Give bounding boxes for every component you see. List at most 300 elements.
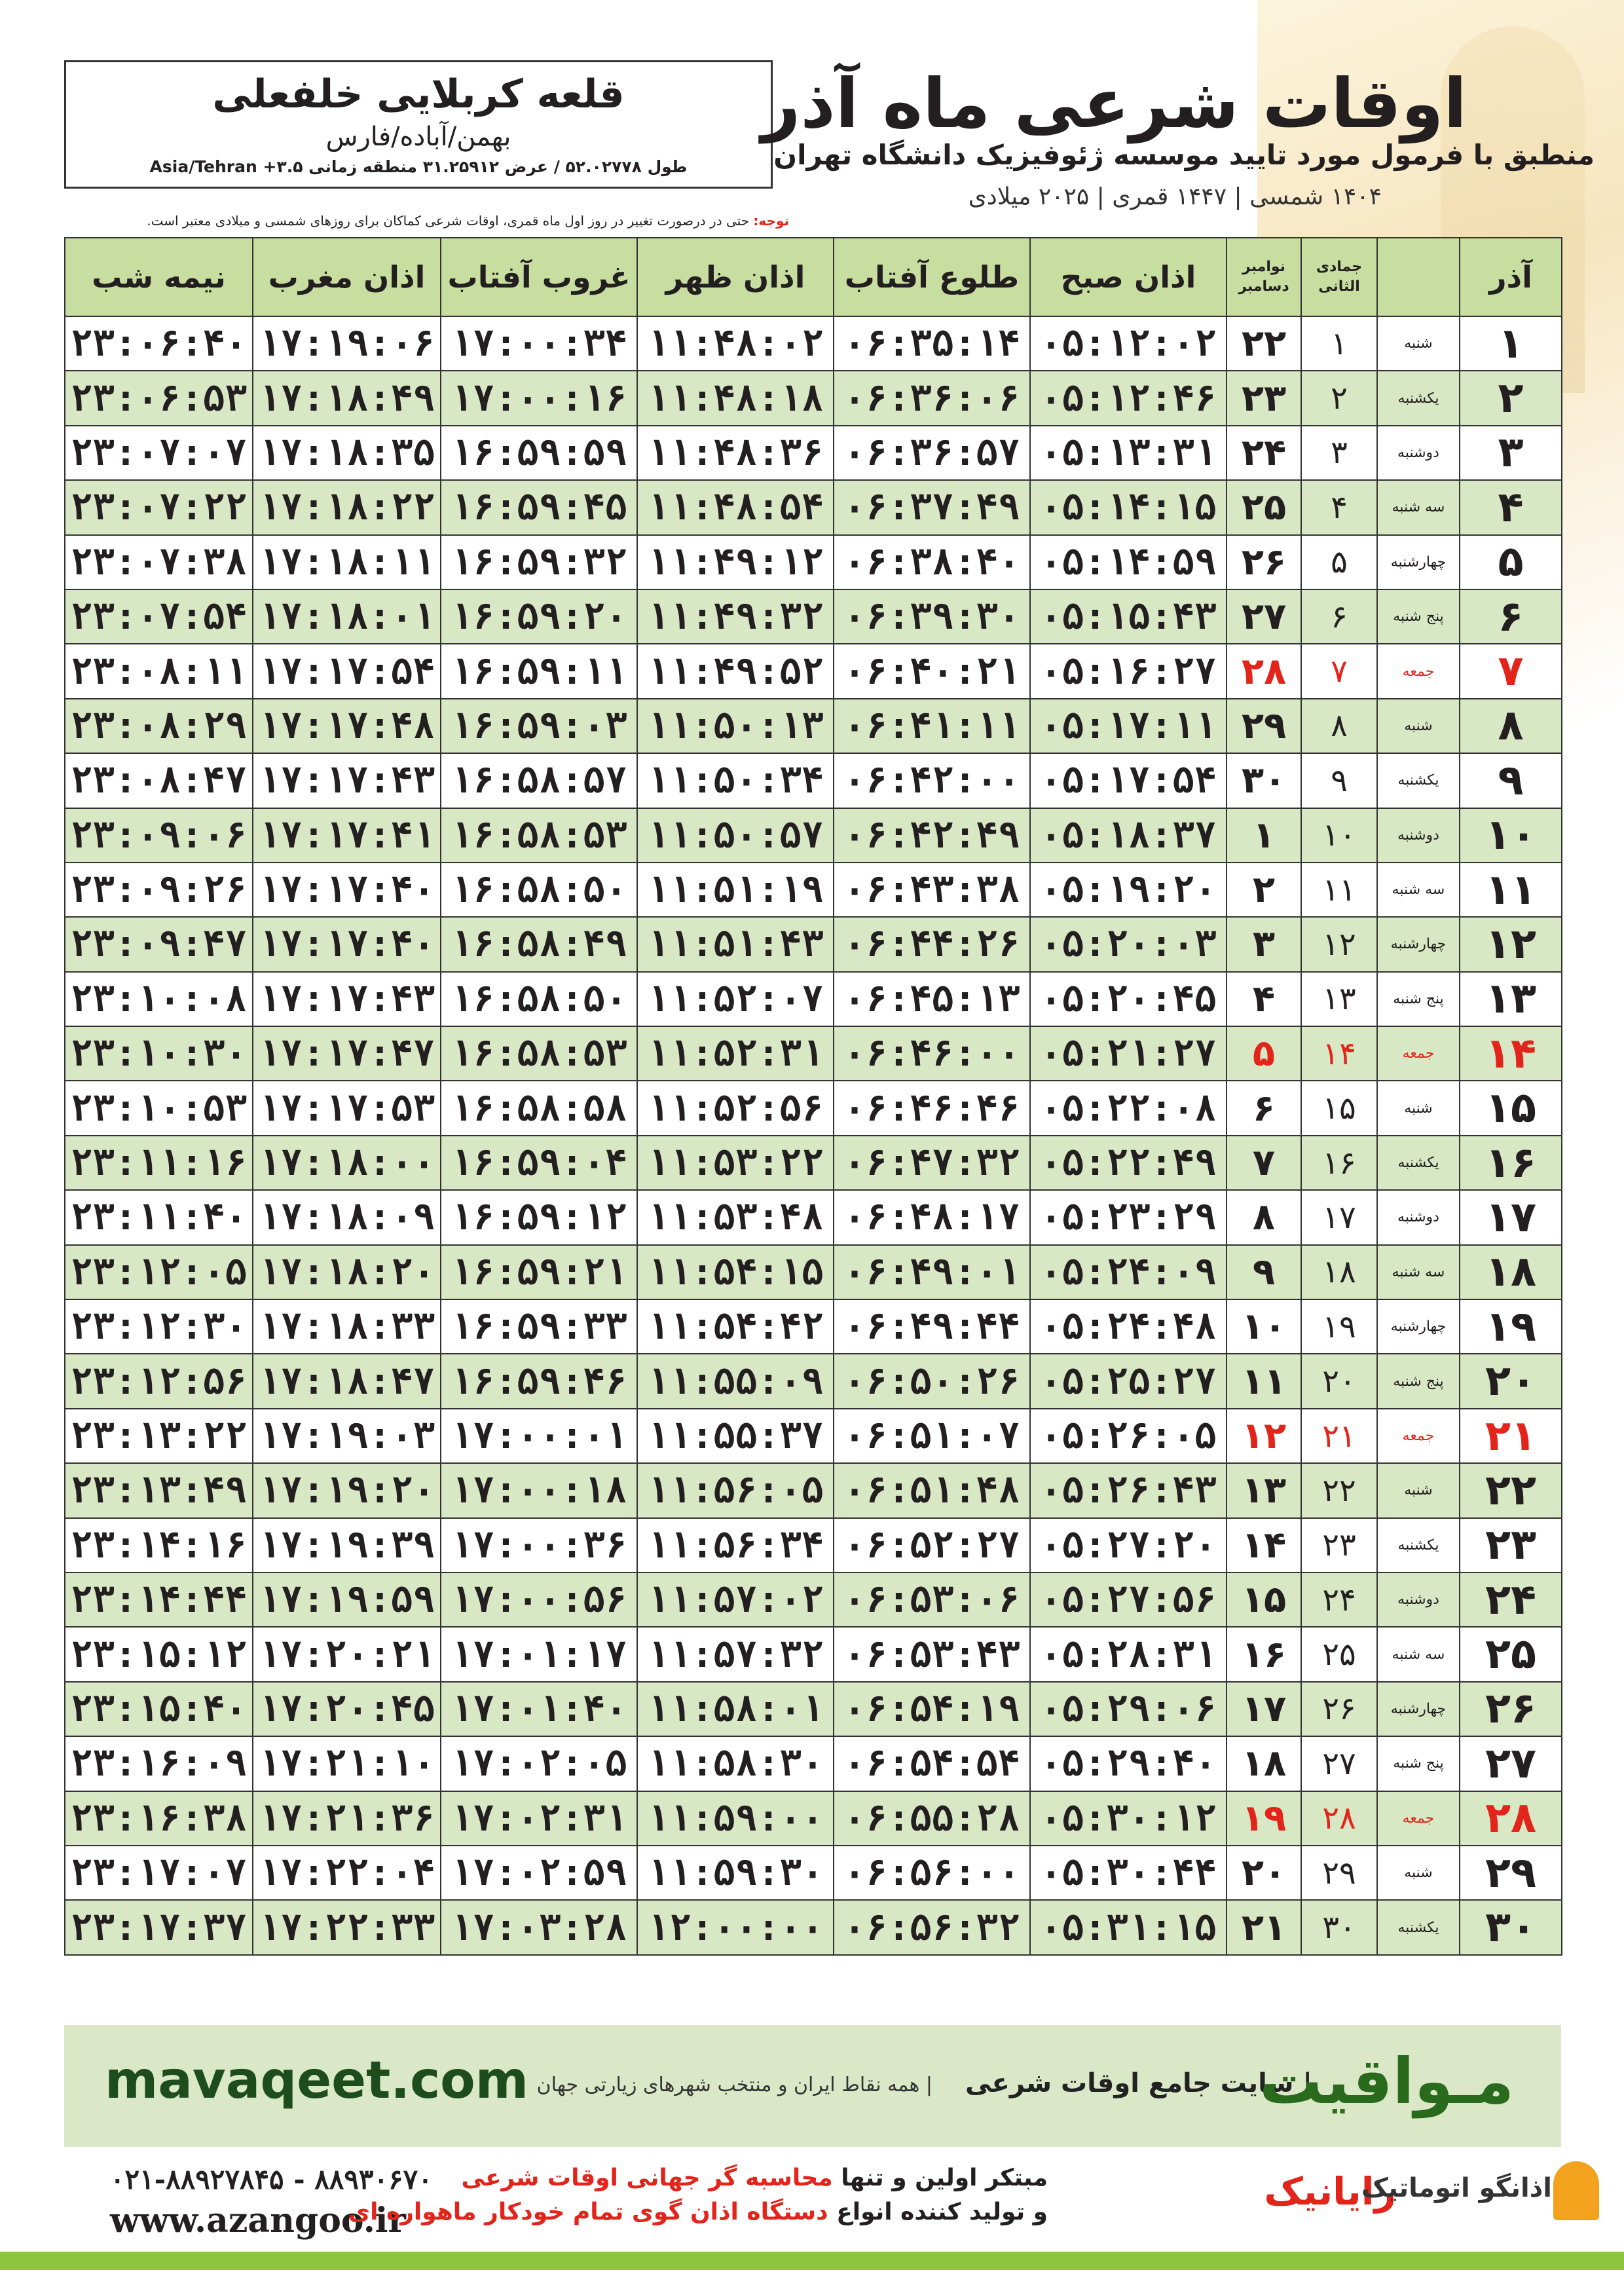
table-row	[65, 917, 1562, 971]
cell-fajr: ۰۵:۲۷:۲۰	[1030, 1518, 1227, 1572]
cell-weekday: چهارشنبه	[1377, 535, 1460, 589]
header-hijri-label: جمادی الثانی	[1316, 259, 1363, 295]
cell-weekday: یکشنبه	[1377, 371, 1460, 425]
cell-hm: ۸	[1301, 699, 1377, 753]
cell-sunrise: ۰۶:۳۸:۴۰	[834, 535, 1030, 589]
cell-day: ۲۶	[1460, 1682, 1562, 1736]
cell-sunset: ۱۷:۰۰:۳۶	[441, 1518, 637, 1572]
cell-weekday: سه شنبه	[1377, 480, 1460, 534]
cell-dhuhr: ۱۱:۴۸:۱۸	[637, 371, 834, 425]
table-row	[65, 1354, 1562, 1408]
cell-maghrib: ۱۷:۱۷:۴۰	[253, 917, 441, 971]
header-dhuhr: اذان ظهر	[637, 238, 834, 316]
cell-weekday: سه شنبه	[1377, 863, 1460, 917]
cell-sunset: ۱۷:۰۲:۳۱	[441, 1791, 637, 1846]
cell-day: ۱۷	[1460, 1190, 1562, 1244]
cell-fajr: ۰۵:۲۶:۴۳	[1030, 1463, 1227, 1517]
header-greg-top: نوامبر	[1242, 259, 1285, 275]
table-row	[65, 1136, 1562, 1190]
cell-sunrise: ۰۶:۴۶:۴۶	[834, 1081, 1030, 1135]
cell-midnight: ۲۳:۰۷:۰۷	[65, 426, 253, 480]
cell-sunset: ۱۷:۰۰:۵۶	[441, 1572, 637, 1627]
cell-gd: ۲۲	[1227, 316, 1301, 371]
cell-maghrib: ۱۷:۱۸:۴۹	[253, 371, 441, 425]
table-row	[65, 753, 1562, 808]
cell-hm: ۵	[1301, 535, 1377, 589]
cell-maghrib: ۱۷:۱۸:۲۲	[253, 480, 441, 534]
cell-midnight: ۲۳:۱۰:۰۸	[65, 972, 253, 1026]
cell-maghrib: ۱۷:۱۷:۴۷	[253, 1026, 441, 1081]
cell-sunset: ۱۷:۰۰:۳۴	[441, 316, 637, 371]
cell-midnight: ۲۳:۱۴:۱۶	[65, 1518, 253, 1572]
cell-day: ۳	[1460, 426, 1562, 480]
table-row	[65, 1081, 1562, 1135]
cell-fajr: ۰۵:۲۷:۵۶	[1030, 1572, 1227, 1627]
cell-hm: ۱	[1301, 316, 1377, 371]
description-line-1	[348, 2161, 1048, 2195]
mavaqeet-logo: مـواقیت	[1259, 2045, 1514, 2118]
cell-gd: ۴	[1227, 972, 1301, 1026]
azangoo-logo-text: اذانگو اتوماتیک	[1361, 2173, 1552, 2203]
header-fajr: اذان صبح	[1030, 238, 1227, 316]
cell-weekday: پنج شنبه	[1377, 1736, 1460, 1791]
cell-sunrise: ۰۶:۵۴:۱۹	[834, 1682, 1030, 1736]
table-row	[65, 480, 1562, 534]
table-row	[65, 589, 1562, 644]
table-row	[65, 316, 1562, 371]
cell-sunset: ۱۷:۰۲:۵۹	[441, 1846, 637, 1900]
cell-day: ۱۹	[1460, 1299, 1562, 1354]
cell-fajr: ۰۵:۱۸:۳۷	[1030, 808, 1227, 863]
cell-fajr: ۰۵:۲۸:۳۱	[1030, 1627, 1227, 1681]
cell-sunset: ۱۶:۵۹:۴۶	[441, 1354, 637, 1408]
cell-sunset: ۱۶:۵۸:۵۰	[441, 972, 637, 1026]
cell-sunrise: ۰۶:۵۱:۰۷	[834, 1409, 1030, 1463]
cell-dhuhr: ۱۱:۵۴:۱۵	[637, 1245, 834, 1299]
cell-gd: ۲۳	[1227, 371, 1301, 425]
cell-maghrib: ۱۷:۱۸:۱۱	[253, 535, 441, 589]
cell-sunrise: ۰۶:۴۷:۳۲	[834, 1136, 1030, 1190]
cell-dhuhr: ۱۱:۵۲:۵۶	[637, 1081, 834, 1135]
cell-sunrise: ۰۶:۴۲:۴۹	[834, 808, 1030, 863]
cell-sunset: ۱۷:۰۱:۱۷	[441, 1627, 637, 1681]
cell-gd: ۱۶	[1227, 1627, 1301, 1681]
cell-hm: ۲۱	[1301, 1409, 1377, 1463]
cell-day: ۲۱	[1460, 1409, 1562, 1463]
cell-dhuhr: ۱۱:۴۸:۳۶	[637, 426, 834, 480]
cell-hm: ۷	[1301, 644, 1377, 698]
cell-dhuhr: ۱۱:۵۳:۴۸	[637, 1190, 834, 1244]
cell-maghrib: ۱۷:۱۷:۵۴	[253, 644, 441, 698]
header-greg-bottom: دسامبر	[1238, 278, 1289, 295]
cell-maghrib: ۱۷:۱۹:۰۳	[253, 1409, 441, 1463]
cell-gd: ۱۱	[1227, 1354, 1301, 1408]
cell-gd: ۳۰	[1227, 753, 1301, 808]
cell-dhuhr: ۱۱:۴۸:۰۲	[637, 316, 834, 371]
cell-maghrib: ۱۷:۱۷:۵۳	[253, 1081, 441, 1135]
cell-midnight: ۲۳:۰۷:۵۴	[65, 589, 253, 644]
cell-weekday: شنبه	[1377, 1463, 1460, 1517]
cell-fajr: ۰۵:۲۶:۰۵	[1030, 1409, 1227, 1463]
cell-hm: ۲۴	[1301, 1572, 1377, 1627]
cell-maghrib: ۱۷:۱۷:۴۳	[253, 753, 441, 808]
cell-maghrib: ۱۷:۲۰:۲۱	[253, 1627, 441, 1681]
cell-day: ۲۳	[1460, 1518, 1562, 1572]
cell-maghrib: ۱۷:۱۷:۴۰	[253, 863, 441, 917]
cell-gd: ۹	[1227, 1245, 1301, 1299]
footer-tagline-secondary: | همه نقاط ایران و منتخب شهرهای زیارتی جهان	[536, 2074, 932, 2096]
cell-sunrise: ۰۶:۴۹:۴۴	[834, 1299, 1030, 1354]
table-row	[65, 699, 1562, 753]
footer-banner	[64, 2025, 1561, 2147]
cell-fajr: ۰۵:۲۵:۲۷	[1030, 1354, 1227, 1408]
cell-sunrise: ۰۶:۵۲:۲۷	[834, 1518, 1030, 1572]
location-box	[64, 60, 773, 189]
header-maghrib: اذان مغرب	[253, 238, 441, 316]
cell-maghrib: ۱۷:۱۹:۰۶	[253, 316, 441, 371]
cell-day: ۲۵	[1460, 1627, 1562, 1681]
table-row	[65, 1518, 1562, 1572]
cell-sunrise: ۰۶:۳۶:۰۶	[834, 371, 1030, 425]
cell-dhuhr: ۱۱:۵۵:۳۷	[637, 1409, 834, 1463]
table-row	[65, 1682, 1562, 1736]
table-row	[65, 1245, 1562, 1299]
table-row	[65, 1463, 1562, 1517]
cell-dhuhr: ۱۱:۵۱:۴۳	[637, 917, 834, 971]
cell-dhuhr: ۱۱:۴۹:۳۲	[637, 589, 834, 644]
cell-midnight: ۲۳:۱۵:۴۰	[65, 1682, 253, 1736]
cell-fajr: ۰۵:۲۹:۰۶	[1030, 1682, 1227, 1736]
cell-sunset: ۱۶:۵۸:۵۸	[441, 1081, 637, 1135]
cell-day: ۵	[1460, 535, 1562, 589]
cell-dhuhr: ۱۱:۴۸:۵۴	[637, 480, 834, 534]
cell-gd: ۲۵	[1227, 480, 1301, 534]
cell-weekday: سه شنبه	[1377, 1627, 1460, 1681]
cell-hm: ۳	[1301, 426, 1377, 480]
cell-sunset: ۱۶:۵۹:۳۲	[441, 535, 637, 589]
cell-maghrib: ۱۷:۲۱:۱۰	[253, 1736, 441, 1791]
description-line-2-highlight: دستگاه اذان گوی تمام خودکار ماهواره ای	[348, 2199, 828, 2225]
cell-weekday: چهارشنبه	[1377, 917, 1460, 971]
cell-fajr: ۰۵:۱۹:۲۰	[1030, 863, 1227, 917]
cell-day: ۲۹	[1460, 1846, 1562, 1900]
cell-maghrib: ۱۷:۲۲:۳۳	[253, 1900, 441, 1954]
cell-maghrib: ۱۷:۱۸:۳۵	[253, 426, 441, 480]
cell-gd: ۱۳	[1227, 1463, 1301, 1517]
cell-gd: ۱	[1227, 808, 1301, 863]
cell-fajr: ۰۵:۱۷:۱۱	[1030, 699, 1227, 753]
cell-midnight: ۲۳:۰۷:۳۸	[65, 535, 253, 589]
cell-midnight: ۲۳:۰۶:۴۰	[65, 316, 253, 371]
cell-hm: ۲۹	[1301, 1846, 1377, 1900]
cell-fajr: ۰۵:۱۲:۴۶	[1030, 371, 1227, 425]
cell-midnight: ۲۳:۱۷:۰۷	[65, 1846, 253, 1900]
cell-hm: ۲۲	[1301, 1463, 1377, 1517]
cell-midnight: ۲۳:۱۱:۴۰	[65, 1190, 253, 1244]
cell-midnight: ۲۳:۱۲:۳۰	[65, 1299, 253, 1354]
cell-maghrib: ۱۷:۲۲:۰۴	[253, 1846, 441, 1900]
cell-dhuhr: ۱۱:۵۸:۳۰	[637, 1736, 834, 1791]
cell-maghrib: ۱۷:۱۷:۴۳	[253, 972, 441, 1026]
cell-sunset: ۱۷:۰۱:۴۰	[441, 1682, 637, 1736]
cell-fajr: ۰۵:۲۰:۰۳	[1030, 917, 1227, 971]
table-row	[65, 808, 1562, 863]
cell-day: ۲۰	[1460, 1354, 1562, 1408]
cell-day: ۱۳	[1460, 972, 1562, 1026]
cell-fajr: ۰۵:۱۴:۵۹	[1030, 535, 1227, 589]
cell-hm: ۲۵	[1301, 1627, 1377, 1681]
table-row	[65, 1736, 1562, 1791]
cell-fajr: ۰۵:۱۷:۵۴	[1030, 753, 1227, 808]
cell-maghrib: ۱۷:۱۸:۲۰	[253, 1245, 441, 1299]
cell-weekday: جمعه	[1377, 1409, 1460, 1463]
cell-fajr: ۰۵:۲۲:۰۸	[1030, 1081, 1227, 1135]
cell-fajr: ۰۵:۲۱:۲۷	[1030, 1026, 1227, 1081]
table-row	[65, 644, 1562, 698]
cell-midnight: ۲۳:۱۳:۴۹	[65, 1463, 253, 1517]
cell-day: ۱	[1460, 316, 1562, 371]
cell-hm: ۱۳	[1301, 972, 1377, 1026]
cell-midnight: ۲۳:۰۸:۱۱	[65, 644, 253, 698]
cell-dhuhr: ۱۱:۵۹:۰۰	[637, 1791, 834, 1846]
cell-sunrise: ۰۶:۵۰:۲۶	[834, 1354, 1030, 1408]
cell-sunset: ۱۶:۵۹:۱۲	[441, 1190, 637, 1244]
cell-weekday: جمعه	[1377, 1026, 1460, 1081]
cell-maghrib: ۱۷:۱۷:۴۱	[253, 808, 441, 863]
cell-sunset: ۱۷:۰۰:۰۱	[441, 1409, 637, 1463]
cell-fajr: ۰۵:۲۹:۴۰	[1030, 1736, 1227, 1791]
cell-dhuhr: ۱۱:۵۲:۳۱	[637, 1026, 834, 1081]
cell-dhuhr: ۱۱:۵۶:۳۴	[637, 1518, 834, 1572]
cell-hm: ۱۷	[1301, 1190, 1377, 1244]
cell-dhuhr: ۱۱:۵۶:۰۵	[637, 1463, 834, 1517]
note-text: حتی در درصورت تغییر در روز اول ماه قمری، اوقات شرعی کماکان برای روزهای شمسی و میلادی معتبر است.	[147, 213, 754, 229]
table-row	[65, 1846, 1562, 1900]
cell-maghrib: ۱۷:۱۹:۵۹	[253, 1572, 441, 1627]
table-row	[65, 972, 1562, 1026]
cell-maghrib: ۱۷:۱۸:۰۱	[253, 589, 441, 644]
cell-hm: ۱۵	[1301, 1081, 1377, 1135]
cell-gd: ۱۴	[1227, 1518, 1301, 1572]
cell-dhuhr: ۱۱:۴۹:۱۲	[637, 535, 834, 589]
cell-day: ۱۶	[1460, 1136, 1562, 1190]
cell-sunrise: ۰۶:۴۸:۱۷	[834, 1190, 1030, 1244]
page-subtitle: منطبق با فرمول مورد تایید موسسه ژئوفیزیک دانشگاه تهران	[773, 139, 1595, 171]
cell-weekday: جمعه	[1377, 644, 1460, 698]
cell-midnight: ۲۳:۱۲:۵۶	[65, 1354, 253, 1408]
cell-sunset: ۱۶:۵۹:۰۴	[441, 1136, 637, 1190]
cell-hm: ۹	[1301, 753, 1377, 808]
cell-midnight: ۲۳:۱۶:۰۹	[65, 1736, 253, 1791]
cell-hm: ۱۶	[1301, 1136, 1377, 1190]
cell-weekday: دوشنبه	[1377, 426, 1460, 480]
cell-sunset: ۱۶:۵۸:۵۳	[441, 808, 637, 863]
cell-weekday: دوشنبه	[1377, 808, 1460, 863]
cell-sunrise: ۰۶:۴۱:۱۱	[834, 699, 1030, 753]
note-label: توجه:	[753, 213, 789, 229]
table-row	[65, 371, 1562, 425]
cell-dhuhr: ۱۱:۵۱:۱۹	[637, 863, 834, 917]
cell-day: ۸	[1460, 699, 1562, 753]
cell-gd: ۱۵	[1227, 1572, 1301, 1627]
cell-day: ۱۴	[1460, 1026, 1562, 1081]
cell-sunset: ۱۶:۵۹:۴۵	[441, 480, 637, 534]
cell-sunrise: ۰۶:۴۰:۲۱	[834, 644, 1030, 698]
cell-day: ۱۵	[1460, 1081, 1562, 1135]
cell-weekday: دوشنبه	[1377, 1190, 1460, 1244]
cell-sunset: ۱۷:۰۰:۱۸	[441, 1463, 637, 1517]
cell-hm: ۱۴	[1301, 1026, 1377, 1081]
azangoo-website[interactable]: www.azangoo.ir	[110, 2201, 406, 2241]
cell-midnight: ۲۳:۱۵:۱۲	[65, 1627, 253, 1681]
cell-midnight: ۲۳:۱۴:۴۴	[65, 1572, 253, 1627]
cell-midnight: ۲۳:۰۹:۲۶	[65, 863, 253, 917]
company-description	[348, 2161, 1048, 2229]
header-month: آذر	[1460, 238, 1562, 316]
cell-midnight: ۲۳:۰۶:۵۳	[65, 371, 253, 425]
cell-sunrise: ۰۶:۵۵:۲۸	[834, 1791, 1030, 1846]
cell-gd: ۲۰	[1227, 1846, 1301, 1900]
cell-maghrib: ۱۷:۱۹:۲۰	[253, 1463, 441, 1517]
cell-sunrise: ۰۶:۴۳:۳۸	[834, 863, 1030, 917]
cell-day: ۱۱	[1460, 863, 1562, 917]
cell-weekday: پنج شنبه	[1377, 589, 1460, 644]
calendar-years: ۱۴۰۴ شمسی | ۱۴۴۷ قمری | ۲۰۲۵ میلادی	[968, 183, 1382, 210]
footer-url[interactable]: mavaqeet.com	[105, 2051, 529, 2110]
cell-dhuhr: ۱۱:۵۷:۳۲	[637, 1627, 834, 1681]
cell-dhuhr: ۱۱:۵۸:۰۱	[637, 1682, 834, 1736]
table-row	[65, 1791, 1562, 1846]
table-row	[65, 1299, 1562, 1354]
region-name: بهمن/آباده/فارس	[325, 122, 511, 152]
cell-hm: ۲۸	[1301, 1791, 1377, 1846]
phone-numbers: ۰۲۱-۸۸۹۲۷۸۴۵ - ۸۸۹۳۰۶۷۰	[110, 2163, 433, 2195]
cell-weekday: شنبه	[1377, 1846, 1460, 1900]
cell-day: ۲	[1460, 371, 1562, 425]
cell-maghrib: ۱۷:۲۱:۳۶	[253, 1791, 441, 1846]
cell-sunset: ۱۶:۵۹:۵۹	[441, 426, 637, 480]
azangoo-logo-icon	[1553, 2161, 1599, 2220]
cell-dhuhr: ۱۱:۵۰:۵۷	[637, 808, 834, 863]
cell-day: ۱۲	[1460, 917, 1562, 971]
cell-midnight: ۲۳:۰۷:۲۲	[65, 480, 253, 534]
header-sunrise: طلوع آفتاب	[834, 238, 1030, 316]
cell-gd: ۲۷	[1227, 589, 1301, 644]
cell-gd: ۳	[1227, 917, 1301, 971]
header-hijri	[1301, 238, 1377, 316]
cell-weekday: جمعه	[1377, 1791, 1460, 1846]
header-midnight: نیمه شب	[65, 238, 253, 316]
cell-hm: ۴	[1301, 480, 1377, 534]
cell-fajr: ۰۵:۱۲:۰۲	[1030, 316, 1227, 371]
cell-gd: ۲۸	[1227, 644, 1301, 698]
cell-gd: ۱۰	[1227, 1299, 1301, 1354]
description-line-1-text: مبتکر اولین و تنها	[832, 2165, 1048, 2191]
cell-maghrib: ۱۷:۱۸:۳۳	[253, 1299, 441, 1354]
cell-day: ۳۰	[1460, 1900, 1562, 1954]
cell-weekday: چهارشنبه	[1377, 1299, 1460, 1354]
cell-sunset: ۱۶:۵۹:۲۰	[441, 589, 637, 644]
cell-maghrib: ۱۷:۱۸:۰۹	[253, 1190, 441, 1244]
cell-sunset: ۱۶:۵۸:۵۷	[441, 753, 637, 808]
cell-sunset: ۱۶:۵۹:۰۳	[441, 699, 637, 753]
cell-fajr: ۰۵:۲۴:۴۸	[1030, 1299, 1227, 1354]
cell-fajr: ۰۵:۲۴:۰۹	[1030, 1245, 1227, 1299]
cell-hm: ۱۱	[1301, 863, 1377, 917]
table-row	[65, 1026, 1562, 1081]
table-row	[65, 535, 1562, 589]
cell-hm: ۱۲	[1301, 917, 1377, 971]
cell-maghrib: ۱۷:۱۸:۰۰	[253, 1136, 441, 1190]
description-line-2	[348, 2195, 1048, 2229]
cell-weekday: پنج شنبه	[1377, 972, 1460, 1026]
cell-sunrise: ۰۶:۳۷:۴۹	[834, 480, 1030, 534]
table-row	[65, 1900, 1562, 1954]
coordinates: طول ۵۲.۰۲۷۷۸ / عرض ۳۱.۲۵۹۱۲ منطقه زمانی Asia/Tehran +۳.۵	[149, 157, 688, 176]
bottom-strip	[0, 2252, 1624, 2270]
description-line-2-text: و تولید کننده انواع	[828, 2199, 1048, 2225]
cell-sunrise: ۰۶:۴۶:۰۰	[834, 1026, 1030, 1081]
cell-sunrise: ۰۶:۵۴:۵۴	[834, 1736, 1030, 1791]
page-title: اوقات شرعی ماه آذر	[761, 64, 1467, 143]
footer-tagline: | سایت جامع اوقات شرعی	[965, 2068, 1312, 2098]
cell-sunrise: ۰۶:۳۵:۱۴	[834, 316, 1030, 371]
cell-gd: ۲۴	[1227, 426, 1301, 480]
cell-gd: ۲	[1227, 863, 1301, 917]
cell-dhuhr: ۱۱:۵۷:۰۲	[637, 1572, 834, 1627]
cell-hm: ۱۰	[1301, 808, 1377, 863]
cell-sunset: ۱۷:۰۳:۲۸	[441, 1900, 637, 1954]
cell-day: ۱۰	[1460, 808, 1562, 863]
cell-fajr: ۰۵:۱۵:۴۳	[1030, 589, 1227, 644]
table-row	[65, 1627, 1562, 1681]
cell-weekday: دوشنبه	[1377, 1572, 1460, 1627]
cell-sunrise: ۰۶:۵۶:۰۰	[834, 1846, 1030, 1900]
cell-weekday: شنبه	[1377, 316, 1460, 371]
cell-hm: ۲۶	[1301, 1682, 1377, 1736]
cell-fajr: ۰۵:۱۳:۳۱	[1030, 426, 1227, 480]
cell-weekday: شنبه	[1377, 1081, 1460, 1135]
header-sunset: غروب آفتاب	[441, 238, 637, 316]
cell-gd: ۱۹	[1227, 1791, 1301, 1846]
cell-midnight: ۲۳:۱۳:۲۲	[65, 1409, 253, 1463]
cell-sunset: ۱۶:۵۹:۱۱	[441, 644, 637, 698]
cell-dhuhr: ۱۱:۴۹:۵۲	[637, 644, 834, 698]
cell-dhuhr: ۱۱:۵۰:۳۴	[637, 753, 834, 808]
cell-fajr: ۰۵:۱۶:۲۷	[1030, 644, 1227, 698]
cell-weekday: چهارشنبه	[1377, 1682, 1460, 1736]
cell-gd: ۱۸	[1227, 1736, 1301, 1791]
cell-maghrib: ۱۷:۲۰:۴۵	[253, 1682, 441, 1736]
cell-sunset: ۱۶:۵۹:۳۳	[441, 1299, 637, 1354]
cell-dhuhr: ۱۱:۵۳:۲۲	[637, 1136, 834, 1190]
cell-weekday: سه شنبه	[1377, 1245, 1460, 1299]
cell-midnight: ۲۳:۰۸:۴۷	[65, 753, 253, 808]
cell-sunset: ۱۷:۰۲:۰۵	[441, 1736, 637, 1791]
cell-weekday: یکشنبه	[1377, 1136, 1460, 1190]
cell-sunrise: ۰۶:۵۳:۰۶	[834, 1572, 1030, 1627]
cell-sunset: ۱۶:۵۸:۵۰	[441, 863, 637, 917]
cell-weekday: یکشنبه	[1377, 1518, 1460, 1572]
table-row	[65, 426, 1562, 480]
table-row	[65, 1572, 1562, 1627]
cell-sunrise: ۰۶:۴۵:۱۳	[834, 972, 1030, 1026]
cell-hm: ۲	[1301, 371, 1377, 425]
cell-gd: ۲۹	[1227, 699, 1301, 753]
cell-midnight: ۲۳:۰۹:۰۶	[65, 808, 253, 863]
cell-sunrise: ۰۶:۳۶:۵۷	[834, 426, 1030, 480]
cell-sunrise: ۰۶:۴۲:۰۰	[834, 753, 1030, 808]
